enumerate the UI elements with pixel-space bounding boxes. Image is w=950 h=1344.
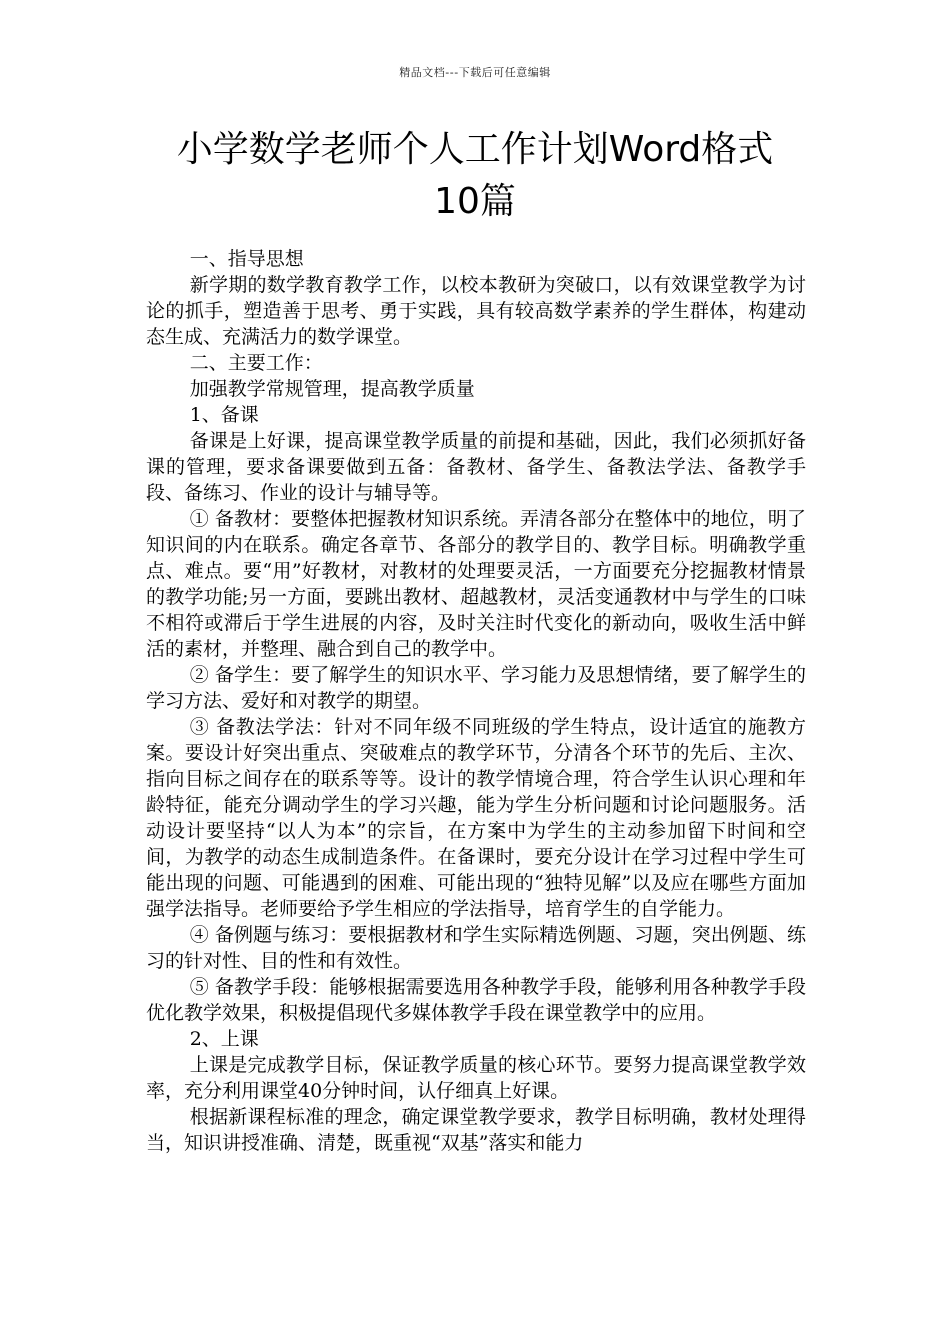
header-note: 精品文档---下载后可任意编辑 (399, 66, 551, 79)
paragraph: 上课是完成教学目标，保证教学质量的核心环节。要努力提高课堂教学效率，充分利用课堂40分钟时间，认仔细真上好课。 (146, 1054, 806, 1102)
paragraph: ① 备教材：要整体把握教材知识系统。弄清各部分在整体中的地位，明了知识间的内在联系。确定各章节、各部分的教学目的、教学目标。明确教学重点、难点。要“用”好教材，对教材的处理要灵活，一方面要充分挖掘教材情景的教学功能;另一方面，要跳出教材、超越教材，灵活变通教材中与学生的口味不相符或滞后于学生进展的内容，及时关注时代变化的新动向，吸收生活中鲜活的素材，并整理、融合到自己的教学中。 (146, 508, 806, 660)
paragraph: ④ 备例题与练习：要根据教材和学生实际精选例题、习题，突出例题、练习的针对性、目的性和有效性。 (146, 924, 806, 972)
section-heading-main-work: 二、主要工作： (189, 352, 323, 374)
subheading-lesson-prep: 1、备课 (189, 404, 259, 426)
document-title-line-2: 10篇 (434, 181, 516, 222)
paragraph: 备课是上好课，提高课堂教学质量的前提和基础，因此，我们必须抓好备课的管理，要求备课要做到五备：备教材、备学生、备教法学法、备教学手段、备练习、作业的设计与辅导等。 (146, 430, 806, 504)
document-title (100, 124, 850, 228)
paragraph: ② 备学生：要了解学生的知识水平、学习能力及思想情绪，要了解学生的学习方法、爱好和对教学的期望。 (146, 664, 806, 712)
subheading-teaching-quality: 加强教学常规管理，提高教学质量 (189, 378, 475, 400)
paragraph: 新学期的数学教育教学工作，以校本教研为突破口，以有效课堂教学为讨论的抓手，塑造善于思考、勇于实践，具有较高数学素养的学生群体，构建动态生成、充满活力的数学课堂。 (146, 274, 806, 348)
paragraph: ③ 备教法学法：针对不同年级不同班级的学生特点，设计适宜的施教方案。要设计好突出重点、突破难点的教学环节，分清各个环节的先后、主次、指向目标之间存在的联系等等。设计的教学情境合理，符合学生认识心理和年龄特征，能充分调动学生的学习兴趣，能为学生分析问题和讨论问题服务。活动设计要坚持“以人为本”的宗旨，在方案中为学生的主动参加留下时间和空间，为教学的动态生成制造条件。在备课时，要充分设计在学习过程中学生可能出现的问题、可能遇到的困难、可能出现的“独特见解”以及应在哪些方面加强学法指导。老师要给予学生相应的学法指导，培育学生的自学能力。 (146, 716, 806, 920)
document-title-line-1: 小学数学老师个人工作计划Word格式 (176, 129, 774, 170)
section-heading-guiding-ideology: 一、指导思想 (189, 248, 304, 270)
document-body (146, 246, 806, 1156)
paragraph: ⑤ 备教学手段：能够根据需要选用各种教学手段，能够利用各种教学手段优化教学效果，积极提倡现代多媒体教学手段在课堂教学中的应用。 (146, 976, 806, 1024)
paragraph: 根据新课程标准的理念，确定课堂教学要求，教学目标明确，教材处理得当，知识讲授准确、清楚，既重视“双基”落实和能力 (146, 1106, 806, 1154)
subheading-class: 2、上课 (189, 1028, 259, 1050)
